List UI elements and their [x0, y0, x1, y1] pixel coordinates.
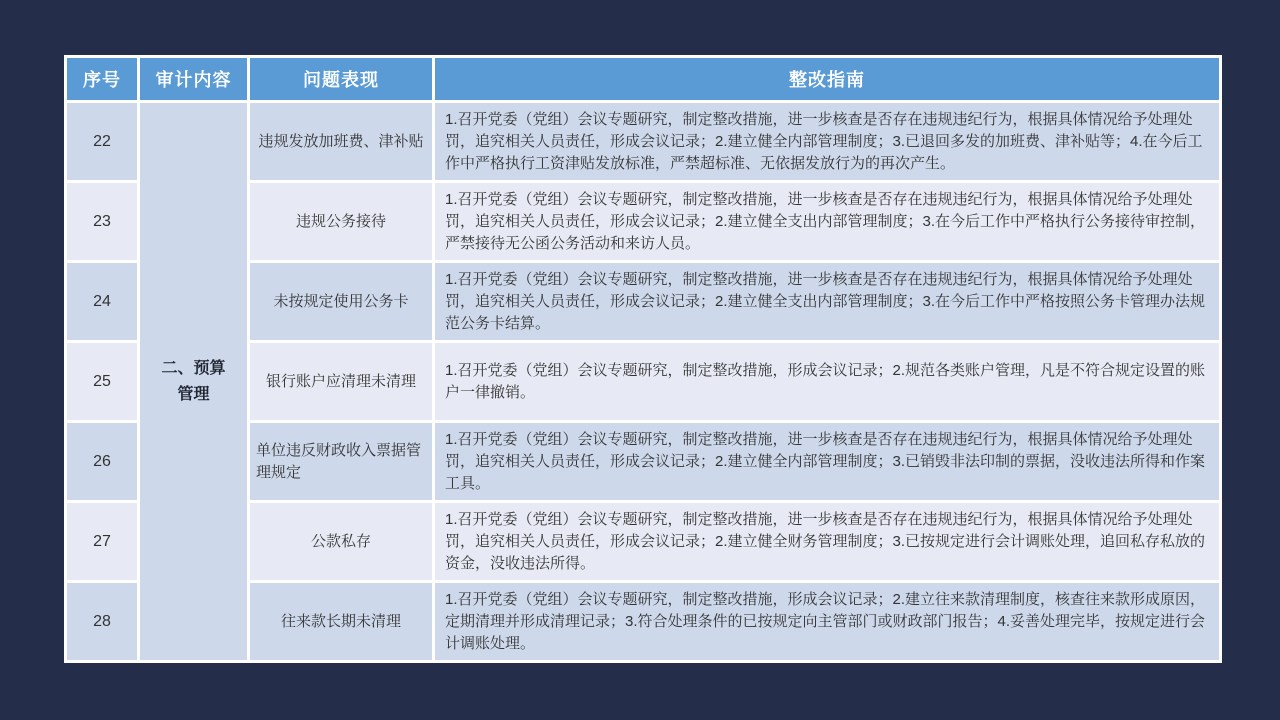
problem-cell: 银行账户应清理未清理 [249, 342, 434, 422]
row-number-cell: 23 [66, 182, 139, 262]
column-header-guide: 整改指南 [434, 57, 1221, 102]
column-header-problem: 问题表现 [249, 57, 434, 102]
header-row [66, 57, 1221, 102]
guide-cell: 1.召开党委（党组）会议专题研究，制定整改措施，进一步核查是否存在违规违纪行为，根据具体情况给予处理处罚，追究相关人员责任，形成会议记录；2.建立健全支出内部管理制度；3.在今后工作中严格按照公务卡管理办法规范公务卡结算。 [434, 262, 1221, 342]
problem-cell: 违规公务接待 [249, 182, 434, 262]
guide-cell: 1.召开党委（党组）会议专题研究，制定整改措施，进一步核查是否存在违规违纪行为，根据具体情况给予处理处罚，追究相关人员责任，形成会议记录；2.建立健全内部管理制度；3.已退回多发的加班费、津补贴等；4.在今后工作中严格执行工资津贴发放标准，严禁超标准、无依据发放行为的再次产生。 [434, 102, 1221, 182]
problem-cell: 违规发放加班费、津补贴 [249, 102, 434, 182]
guide-cell: 1.召开党委（党组）会议专题研究，制定整改措施，形成会议记录；2.规范各类账户管理，凡是不符合规定设置的账户一律撤销。 [434, 342, 1221, 422]
column-header-number: 序号 [66, 57, 139, 102]
guide-cell: 1.召开党委（党组）会议专题研究，制定整改措施，进一步核查是否存在违规违纪行为，根据具体情况给予处理处罚，追究相关人员责任，形成会议记录；2.建立健全内部管理制度；3.已销毁非法印制的票据，没收违法所得和作案工具。 [434, 422, 1221, 502]
row-number-cell: 28 [66, 582, 139, 662]
guide-cell: 1.召开党委（党组）会议专题研究，制定整改措施，进一步核查是否存在违规违纪行为，根据具体情况给予处理处罚，追究相关人员责任，形成会议记录；2.建立健全支出内部管理制度；3.在今后工作中严格执行公务接待审控制，严禁接待无公函公务活动和来访人员。 [434, 182, 1221, 262]
row-number-cell: 26 [66, 422, 139, 502]
problem-cell: 往来款长期未清理 [249, 582, 434, 662]
guide-cell: 1.召开党委（党组）会议专题研究，制定整改措施，进一步核查是否存在违规违纪行为，根据具体情况给予处理处罚，追究相关人员责任，形成会议记录；2.建立健全财务管理制度；3.已按规定进行会计调账处理，追回私存私放的资金，没收违法所得。 [434, 502, 1221, 582]
row-number-cell: 22 [66, 102, 139, 182]
guide-cell: 1.召开党委（党组）会议专题研究，制定整改措施，形成会议记录；2.建立往来款清理制度，核查往来款形成原因，定期清理并形成清理记录；3.符合处理条件的已按规定向主管部门或财政部门报告；4.妥善处理完毕，按规定进行会计调账处理。 [434, 582, 1221, 662]
problem-cell: 公款私存 [249, 502, 434, 582]
column-header-content: 审计内容 [139, 57, 249, 102]
row-number-cell: 27 [66, 502, 139, 582]
audit-content-cell: 二、预算管理 [139, 102, 249, 662]
audit-rectification-table [64, 55, 1222, 663]
problem-cell: 未按规定使用公务卡 [249, 262, 434, 342]
row-number-cell: 25 [66, 342, 139, 422]
table-row [66, 102, 1221, 182]
problem-cell: 单位违反财政收入票据管理规定 [249, 422, 434, 502]
row-number-cell: 24 [66, 262, 139, 342]
